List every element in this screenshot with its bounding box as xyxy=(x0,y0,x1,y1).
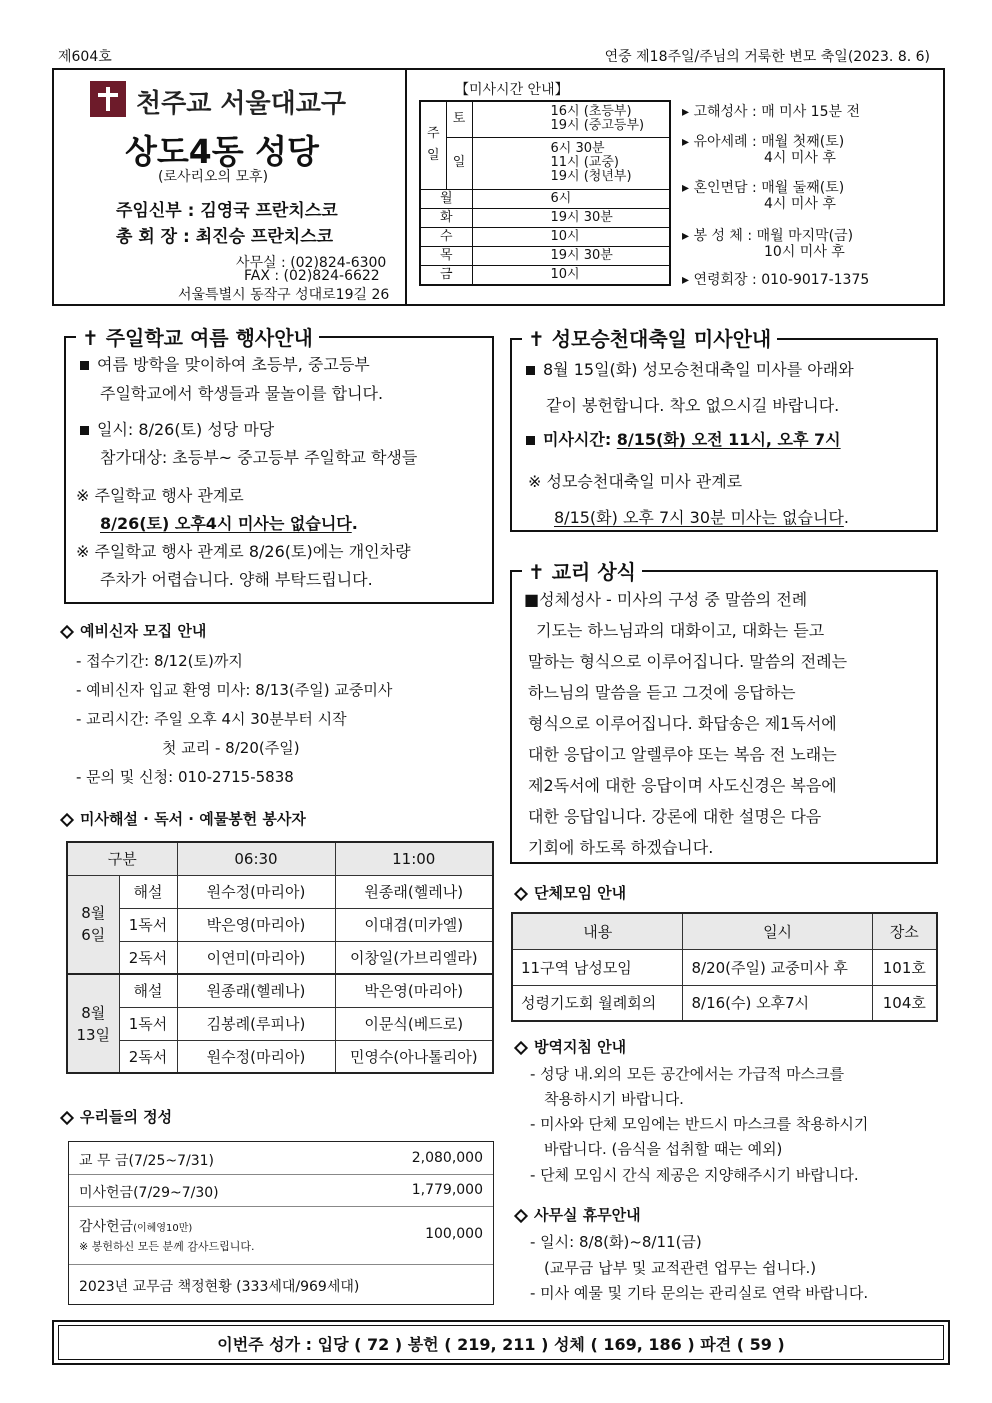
day-fri: 금 xyxy=(420,265,472,285)
quarantine-line: - 미사와 단체 모임에는 반드시 마스크를 착용하시기 xyxy=(530,1115,869,1133)
volunteer: 박은영(마리아) xyxy=(177,908,335,941)
volunteer: 이대겸(미카엘) xyxy=(335,908,493,941)
col-header: 06:30 xyxy=(177,842,335,875)
parish-name: 상도4동 성당 xyxy=(125,132,319,171)
times-wed: 10시 xyxy=(472,227,670,246)
catechumen-title: 예비신자 모집 안내 xyxy=(58,620,206,641)
thanks-note: ※ 봉헌하신 모든 분께 감사드립니다. xyxy=(79,1240,255,1253)
quarantine-line: 바랍니다. (음식을 섭취할 때는 예외) xyxy=(544,1140,783,1158)
day-tue: 화 xyxy=(420,208,472,227)
assumption-p1: 8월 15일(화) 성모승천대축일 미사를 아래와 xyxy=(526,360,854,380)
summer-note1: ※ 주일학교 행사 관계로 xyxy=(76,486,244,505)
meeting-name: 성령기도회 월례회의 xyxy=(512,985,683,1021)
diamond-icon xyxy=(60,812,74,826)
summer-p1b: 주일학교에서 학생들과 물놀이를 합니다. xyxy=(100,384,384,403)
notice-communion: ▸ 봉 성 체 : 매월 마지막(금) 10시 미사 후 xyxy=(682,228,854,260)
diamond-icon xyxy=(514,1040,528,1054)
groups-table xyxy=(511,912,938,1022)
issue-date: 연중 제18주일/주님의 거룩한 변모 축일(2023. 8. 6) xyxy=(604,49,930,65)
summer-p2: 일시: 8/26(토) 성당 마당 xyxy=(80,420,274,440)
office-closed-line: - 미사 예물 및 기타 문의는 관리실로 연락 바랍니다. xyxy=(530,1284,869,1302)
day-sun: 일 xyxy=(446,137,472,189)
doctrine-line: ■성체성사 - 미사의 구성 중 말씀의 전례 xyxy=(524,590,808,609)
doctrine-line: 기도는 하느님과의 대화이고, 대화는 듣고 xyxy=(536,621,825,640)
catechumen-line: 첫 교리 - 8/20(주일) xyxy=(162,739,300,757)
notice-baptism: ▸ 유아세례 : 매월 첫째(토) 4시 미사 후 xyxy=(682,134,845,166)
date-cell: 8월 13일 xyxy=(67,974,119,1073)
doctrine-line: 형식으로 이루어집니다. 화답송은 제1독서에 xyxy=(528,714,837,733)
day-sat: 토 xyxy=(446,101,472,137)
times-tue: 19시 30분 xyxy=(472,208,670,227)
meeting-room: 104호 xyxy=(872,985,937,1021)
summer-event-box xyxy=(64,336,494,604)
diocese-logo xyxy=(90,79,380,119)
catechumen-line: - 문의 및 신청: 010-2715-5838 xyxy=(76,768,294,786)
role: 해설 xyxy=(119,875,177,908)
volunteer: 원종래(헬레나) xyxy=(177,974,335,1007)
times-sat: 16시 (초등부) 19시 (중고등부) xyxy=(472,101,670,137)
times-thu: 19시 30분 xyxy=(472,246,670,265)
notice-confession: ▸ 고해성사 : 매 미사 15분 전 xyxy=(682,104,860,120)
summer-event-title: ✝ 주일학교 여름 행사안내 xyxy=(76,322,319,351)
offering-title: 우리들의 정성 xyxy=(58,1106,172,1127)
diamond-icon xyxy=(60,1110,74,1124)
doctrine-line: 기회에 하도록 하겠습니다. xyxy=(528,838,714,857)
volunteers-title: 미사해설 · 독서 · 예물봉헌 봉사자 xyxy=(58,808,306,829)
doctrine-line: 하느님의 말씀을 듣고 그것에 응답하는 xyxy=(528,683,796,702)
issue-number: 제604호 xyxy=(58,49,112,65)
assumption-title: ✝ 성모승천대축일 미사안내 xyxy=(522,323,777,352)
mass-schedule-title: 【미사시간 안내】 xyxy=(455,82,569,98)
quarantine-line: - 성당 내.외의 모든 공간에서는 가급적 마스크를 xyxy=(530,1065,845,1083)
volunteer: 김봉례(루피나) xyxy=(177,1007,335,1040)
col-header: 내용 xyxy=(512,913,683,949)
doctrine-line: 대한 응답이고 알렐루야 또는 복음 전 노래는 xyxy=(528,745,837,764)
role: 1독서 xyxy=(119,1007,177,1040)
assumption-note: ※ 성모승천대축일 미사 관계로 xyxy=(528,472,743,491)
diamond-icon xyxy=(514,886,528,900)
times-mon: 6시 xyxy=(472,189,670,208)
volunteer: 민영수(아나톨리아) xyxy=(335,1040,493,1073)
groups-title: 단체모임 안내 xyxy=(512,882,626,903)
role: 2독서 xyxy=(119,1040,177,1073)
parish-patron: (로사리오의 모후) xyxy=(158,169,269,185)
times-sun: 6시 30분 11시 (교중) 19시 (청년부) xyxy=(472,137,670,189)
mass-schedule-table xyxy=(419,100,671,286)
col-header: 구분 xyxy=(67,842,177,875)
address: 서울특별시 동작구 성대로19길 26 xyxy=(178,287,390,303)
volunteer: 원수정(마리아) xyxy=(177,1040,335,1073)
office-closed-line: (교무금 납부 및 교적관련 업무는 쉽니다.) xyxy=(544,1259,817,1277)
volunteers-table xyxy=(66,841,494,1074)
volunteer: 원종래(헬레나) xyxy=(335,875,493,908)
tithe-value: 2,080,000 xyxy=(411,1150,483,1166)
assumption-p1b: 같이 봉헌합니다. 착오 없으시길 바랍니다. xyxy=(546,396,840,415)
thanks-offering-label: 감사헌금(이혜영10만) xyxy=(79,1219,193,1235)
assumption-note-b: 8/15(화) 오후 7시 30분 미사는 없습니다. xyxy=(554,508,849,527)
council-president: 총 회 장 : 최진승 프란치스코 xyxy=(116,227,334,247)
offering-box xyxy=(68,1141,494,1305)
header-divider xyxy=(405,68,407,306)
volunteer: 이문식(베드로) xyxy=(335,1007,493,1040)
quarantine-line: 착용하시기 바랍니다. xyxy=(544,1090,684,1108)
catechumen-line: - 접수기간: 8/12(토)까지 xyxy=(76,652,243,670)
diocese-name: 천주교 서울대교구 xyxy=(136,89,346,119)
role: 1독서 xyxy=(119,908,177,941)
cross-logo-icon xyxy=(90,81,126,117)
mass-offering-value: 1,779,000 xyxy=(411,1182,483,1198)
notice-marriage: ▸ 혼인면담 : 매월 둘째(토) 4시 미사 후 xyxy=(682,180,845,212)
quarantine-title: 방역지침 안내 xyxy=(512,1036,626,1057)
day-wed: 수 xyxy=(420,227,472,246)
volunteer: 원수정(마리아) xyxy=(177,875,335,908)
meeting-time: 8/16(수) 오후7시 xyxy=(683,985,872,1021)
times-fri: 10시 xyxy=(472,265,670,285)
catechumen-line: - 예비신자 입교 환영 미사: 8/13(주일) 교중미사 xyxy=(76,681,393,699)
office-closed-title: 사무실 휴무안내 xyxy=(512,1204,641,1225)
doctrine-line: 대한 응답입니다. 강론에 대한 설명은 다음 xyxy=(528,807,822,826)
office-fax: FAX : (02)824-6622 xyxy=(244,268,380,284)
doctrine-line: 말하는 형식으로 이루어집니다. 말씀의 전례는 xyxy=(528,652,848,671)
sunday-cell: 주 일 xyxy=(420,101,446,189)
meeting-room: 101호 xyxy=(872,949,937,985)
catechumen-line: - 교리시간: 주일 오후 4시 30분부터 시작 xyxy=(76,710,347,728)
notice-funeral-head: ▸ 연령회장 : 010-9017-1375 xyxy=(682,272,870,288)
meeting-name: 11구역 남성모임 xyxy=(512,949,683,985)
doctrine-line: 제2독서에 대한 응답이며 사도신경은 복음에 xyxy=(528,776,837,795)
volunteer: 이창일(가브리엘라) xyxy=(335,941,493,974)
diamond-icon xyxy=(514,1208,528,1222)
mass-offering-label: 미사헌금(7/29~7/30) xyxy=(79,1185,219,1201)
role: 2독서 xyxy=(119,941,177,974)
summer-note2b: 주차가 어렵습니다. 양해 부탁드립니다. xyxy=(100,570,373,589)
summer-p1: 여름 방학을 맞이하여 초등부, 중고등부 xyxy=(80,355,370,375)
volunteer: 박은영(마리아) xyxy=(335,974,493,1007)
day-mon: 월 xyxy=(420,189,472,208)
volunteer: 이연미(마리아) xyxy=(177,941,335,974)
col-header: 일시 xyxy=(683,913,872,949)
summer-p2b: 참가대상: 초등부~ 중고등부 주일학교 학생들 xyxy=(100,448,418,467)
diamond-icon xyxy=(60,624,74,638)
quarantine-line: - 단체 모임시 간식 제공은 지양해주시기 바랍니다. xyxy=(530,1166,859,1184)
col-header: 장소 xyxy=(872,913,937,949)
thanks-offering-value: 100,000 xyxy=(425,1226,483,1242)
doctrine-title: ✝ 교리 상식 xyxy=(522,556,642,585)
tithe-status: 2023년 교무금 책정현황 (333세대/969세대) xyxy=(79,1279,360,1295)
office-closed-line: - 일시: 8/8(화)~8/11(금) xyxy=(530,1233,702,1251)
hymns-text: 이번주 성가 : 입당 ( 72 ) 봉헌 ( 219, 211 ) 성체 ( 169, 186 ) 파견 ( 59 ) xyxy=(217,1335,785,1354)
office-phone: 사무실 : (02)824-6300 xyxy=(236,255,387,271)
tithe-label: 교 무 금(7/25~7/31) xyxy=(79,1153,215,1169)
col-header: 11:00 xyxy=(335,842,493,875)
date-cell: 8월 6일 xyxy=(67,875,119,974)
assumption-mass-time: 미사시간: 8/15(화) 오전 11시, 오후 7시 xyxy=(526,430,841,450)
meeting-time: 8/20(주일) 교중미사 후 xyxy=(683,949,872,985)
day-thu: 목 xyxy=(420,246,472,265)
pastor: 주임신부 : 김영국 프란치스코 xyxy=(116,201,338,221)
summer-note1-emph: 8/26(토) 오후4시 미사는 없습니다. xyxy=(100,514,358,533)
summer-note2: ※ 주일학교 행사 관계로 8/26(토)에는 개인차량 xyxy=(76,542,411,561)
role: 해설 xyxy=(119,974,177,1007)
